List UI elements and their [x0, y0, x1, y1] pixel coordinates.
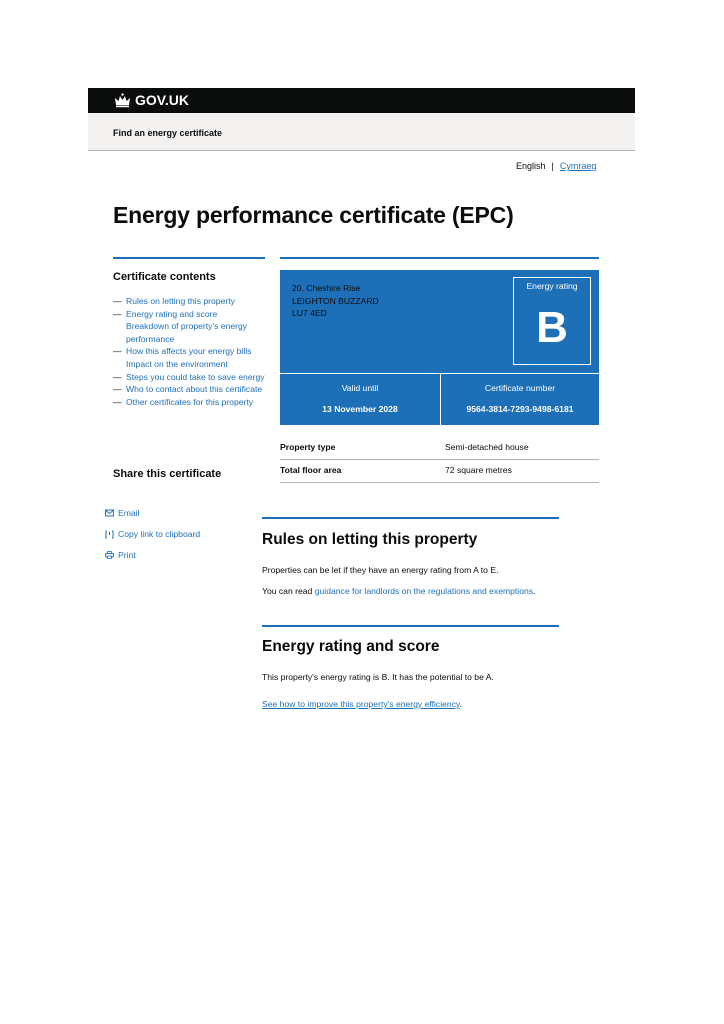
card-divider — [280, 257, 599, 259]
section-divider — [262, 625, 559, 627]
rating-paragraph: This property's energy rating is B. It has the potential to be A. — [262, 672, 494, 682]
share-copy-link[interactable] — [105, 529, 200, 539]
contents-link-steps[interactable]: Steps you could take to save energy — [126, 371, 265, 382]
floor-area-label: Total floor area — [280, 465, 342, 475]
address-line-2: LEIGHTON BUZZARD — [292, 295, 379, 306]
list-dash: — — [113, 371, 122, 382]
contents-item — [113, 308, 273, 321]
contents-item — [113, 383, 273, 396]
contents-link-bills[interactable]: How this affects your energy bills — [126, 346, 252, 357]
section-divider — [262, 517, 559, 519]
contents-item — [113, 345, 273, 358]
summary-divider — [280, 459, 599, 460]
list-dash — [113, 320, 126, 345]
crown-icon — [114, 93, 131, 108]
address-postcode: LU7 4ED — [292, 308, 327, 319]
contents-link-other-certificates[interactable]: Other certificates for this property — [126, 396, 254, 407]
rules-guidance-text — [262, 586, 535, 596]
language-separator: | — [551, 161, 554, 171]
certificate-number-value: 9564-3814-7293-9498-6181 — [466, 404, 574, 414]
printer-icon — [105, 551, 114, 559]
guidance-prefix: You can read — [262, 586, 315, 596]
page-title: Energy performance certificate (EPC) — [113, 202, 514, 228]
landlord-guidance-link[interactable]: guidance for landlords on the regulations and exemptions — [314, 586, 534, 596]
rules-section-title: Rules on letting this property — [262, 531, 478, 548]
list-dash: — — [113, 384, 122, 395]
copy-link-icon — [105, 530, 114, 539]
language-english: English — [516, 161, 546, 171]
valid-until-value: 13 November 2028 — [322, 404, 398, 414]
card-divider-vertical — [440, 374, 441, 425]
envelope-icon — [105, 509, 114, 517]
energy-rating-letter: B — [536, 303, 568, 352]
rules-paragraph: Properties can be let if they have an energy rating from A to E. — [262, 565, 499, 575]
share-email-label: Email — [118, 508, 140, 518]
language-cymraeg-link[interactable]: Cymraeg — [559, 161, 597, 171]
floor-area-value: 72 square metres — [445, 465, 512, 475]
contents-link-contact[interactable]: Who to contact about this certificate — [126, 384, 263, 395]
language-switcher — [516, 161, 596, 171]
contents-link-rating[interactable]: Energy rating and score — [126, 308, 218, 319]
govuk-logo[interactable] — [114, 91, 189, 109]
share-heading: Share this certificate — [113, 468, 222, 480]
share-print-label: Print — [118, 550, 136, 560]
contents-item — [113, 371, 273, 384]
list-dash: — — [113, 396, 122, 407]
contents-list — [113, 295, 273, 408]
improve-efficiency-text — [262, 699, 462, 709]
property-type-label: Property type — [280, 442, 336, 452]
address-line-1: 20, Cheshire Rise — [292, 283, 361, 293]
contents-link-rules[interactable]: Rules on letting this property — [126, 296, 235, 306]
guidance-suffix: . — [533, 586, 536, 596]
list-dash: — — [113, 346, 122, 357]
share-print-link[interactable] — [105, 550, 136, 560]
service-name-link[interactable]: Find an energy certificate — [113, 128, 223, 138]
property-type-value: Semi-detached house — [445, 442, 529, 452]
contents-item — [113, 320, 273, 345]
govuk-brand-text: GOV.UK — [135, 92, 189, 108]
property-address — [292, 282, 379, 320]
valid-until-label: Valid until — [341, 383, 379, 393]
share-copy-label: Copy link to clipboard — [118, 529, 201, 539]
contents-link-breakdown[interactable]: Breakdown of property's energy performance — [126, 321, 248, 344]
list-dash: — — [113, 308, 122, 319]
contents-item — [113, 358, 273, 371]
contents-link-environment[interactable]: Impact on the environment — [126, 358, 228, 369]
improve-link-suffix: . — [459, 699, 463, 709]
summary-divider — [280, 482, 599, 483]
contents-heading: Certificate contents — [113, 271, 216, 283]
energy-rating-label: Energy rating — [526, 281, 578, 291]
contents-item — [113, 396, 273, 409]
rating-section-title: Energy rating and score — [262, 638, 440, 655]
contents-item — [113, 295, 273, 308]
list-dash — [113, 358, 126, 371]
list-dash: — — [113, 296, 122, 306]
sidebar-divider — [113, 257, 265, 259]
improve-efficiency-link[interactable]: See how to improve this property's energy efficiency — [262, 699, 460, 709]
certificate-number-label: Certificate number — [484, 383, 556, 393]
share-email-link[interactable] — [105, 508, 140, 518]
